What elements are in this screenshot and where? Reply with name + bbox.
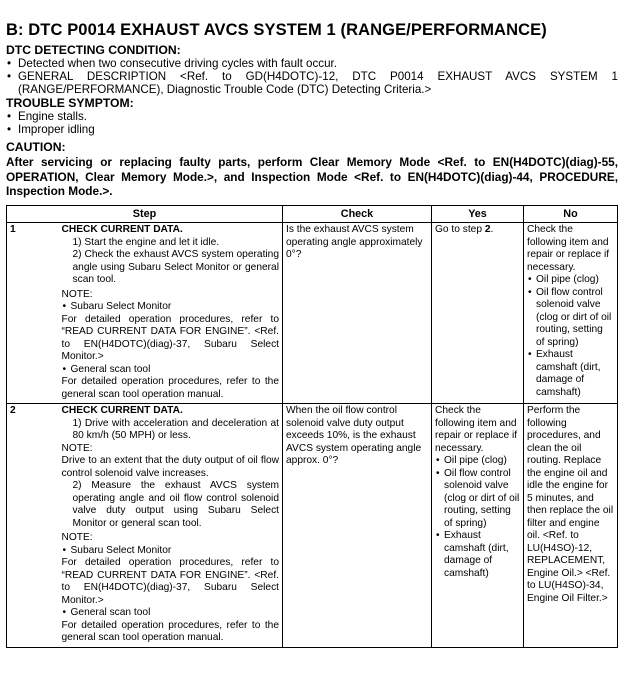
note-text: For detailed operation procedures, refer to the general scan tool operation manual. [61, 376, 279, 400]
note-bullet: • Subaru Select Monitor [62, 545, 280, 558]
table-header-row [7, 205, 618, 223]
step-cell [59, 223, 283, 404]
column-header-step: Step [7, 205, 283, 223]
table-row [7, 404, 618, 648]
yes-text: Go to step [435, 224, 485, 235]
caution-heading: CAUTION: [6, 140, 66, 154]
column-header-yes: Yes [432, 205, 524, 223]
yes-cell [432, 404, 524, 648]
yes-bullet: • Oil pipe (clog) [435, 455, 520, 468]
note-bullet: • General scan tool [62, 607, 280, 620]
trouble-symptom-heading: TROUBLE SYMPTOM: [6, 96, 134, 110]
no-bullet: • Oil pipe (clog) [527, 274, 614, 287]
note-bullet: • General scan tool [62, 364, 280, 377]
caution-body: After servicing or replacing faulty parts, perform Clear Memory Mode <Ref. to EN(H4DOTC)(diag)-55, OPERATION, Clear Memory Mode.>, and Inspection Mode <Ref. to EN(H4DOTC)(diag)-44, PROCEDURE, Inspection Mode.>. [6, 155, 618, 198]
step-instruction: 1) Start the engine and let it idle. [72, 236, 220, 248]
page-title: B: DTC P0014 EXHAUST AVCS SYSTEM 1 (RANGE/PERFORMANCE) [6, 21, 547, 39]
check-cell: When the oil flow control solenoid valve duty output exceeds 10%, is the exhaust AVCS system operating angle approx. 0°? [283, 404, 432, 648]
table-row [7, 223, 618, 404]
step-cell [59, 404, 283, 648]
step-title: CHECK CURRENT DATA. [61, 224, 183, 235]
diagnostic-table [6, 205, 618, 648]
step-number: 2 [7, 404, 59, 648]
note-bullet: • Subaru Select Monitor [62, 301, 280, 314]
yes-cell [432, 223, 524, 404]
trouble-symptom-item: • Engine stalls. [6, 110, 618, 123]
yes-bullet: • Oil flow control solenoid valve (clog or dirt of oil routing, setting of spring) [435, 468, 520, 531]
caution-section [6, 140, 618, 199]
no-bullet: • Exhaust camshaft (dirt, damage of camshaft) [527, 349, 614, 399]
note-text: For detailed operation procedures, refer to the general scan tool operation manual. [61, 619, 279, 643]
step-instruction: 2) Check the exhaust AVCS system operating angle using Subaru Select Monitor or general scan tool. [72, 249, 279, 285]
note-label: NOTE: [61, 288, 93, 300]
no-cell [524, 223, 618, 404]
note-text: For detailed operation procedures, refer to “READ CURRENT DATA FOR ENGINE”. <Ref. to EN(H4DOTC)(diag)-37, Subaru Select Monitor.> [61, 313, 279, 362]
yes-text-end: . [490, 224, 494, 235]
yes-bullet: • Exhaust camshaft (dirt, damage of camshaft) [435, 530, 520, 580]
note-label: NOTE: [61, 532, 93, 543]
step-instruction: 2) Measure the exhaust AVCS system operating angle and oil flow control solenoid valve duty output using Subaru Select Monitor or general scan tool. [72, 480, 279, 529]
trouble-symptom-item: • Improper idling [6, 123, 618, 136]
yes-intro: Check the following item and repair or replace if necessary. [435, 405, 518, 454]
dtc-detecting-item: • GENERAL DESCRIPTION <Ref. to GD(H4DOTC)-12, DTC P0014 EXHAUST AVCS SYSTEM 1 (RANGE/PERFORMANCE), Diagnostic Trouble Code (DTC) Detecting Criteria.> [6, 70, 618, 96]
goto-step-link[interactable]: 2 [484, 224, 491, 235]
column-header-no: No [524, 205, 618, 223]
note-text: For detailed operation procedures, refer to “READ CURRENT DATA FOR ENGINE”. <Ref. to EN(H4DOTC)(diag)-37, Subaru Select Monitor.> [61, 557, 279, 606]
note-text: Drive to an extent that the duty output of oil flow control solenoid valve increases. [61, 455, 279, 479]
step-number: 1 [7, 223, 59, 404]
step-title: CHECK CURRENT DATA. [61, 405, 183, 416]
dtc-detecting-heading: DTC DETECTING CONDITION: [6, 43, 181, 57]
trouble-symptom-section [6, 96, 618, 136]
step-instruction: 1) Drive with acceleration and deceleration at 80 km/h (50 MPH) or less. [72, 417, 279, 441]
check-cell: Is the exhaust AVCS system operating angle approximately 0°? [283, 223, 432, 404]
no-intro: Check the following item and repair or replace if necessary. [527, 224, 610, 273]
no-cell: Perform the following procedures, and clean the oil routing. Replace the engine oil and idle the engine for 5 minutes, and then replace the oil filter and engine oil. <Ref. to LU(H4SO)-12, REPLACEMENT, Engine Oil.> <Ref. to LU(H4SO)-34, Engine Oil Filter.> [524, 404, 618, 648]
no-bullet: • Oil flow control solenoid valve (clog or dirt of oil routing, setting of spring) [527, 287, 614, 350]
column-header-check: Check [283, 205, 432, 223]
note-label: NOTE: [61, 442, 93, 454]
dtc-detecting-item: • Detected when two consecutive driving cycles with fault occur. [6, 57, 618, 70]
dtc-detecting-section [6, 43, 618, 96]
